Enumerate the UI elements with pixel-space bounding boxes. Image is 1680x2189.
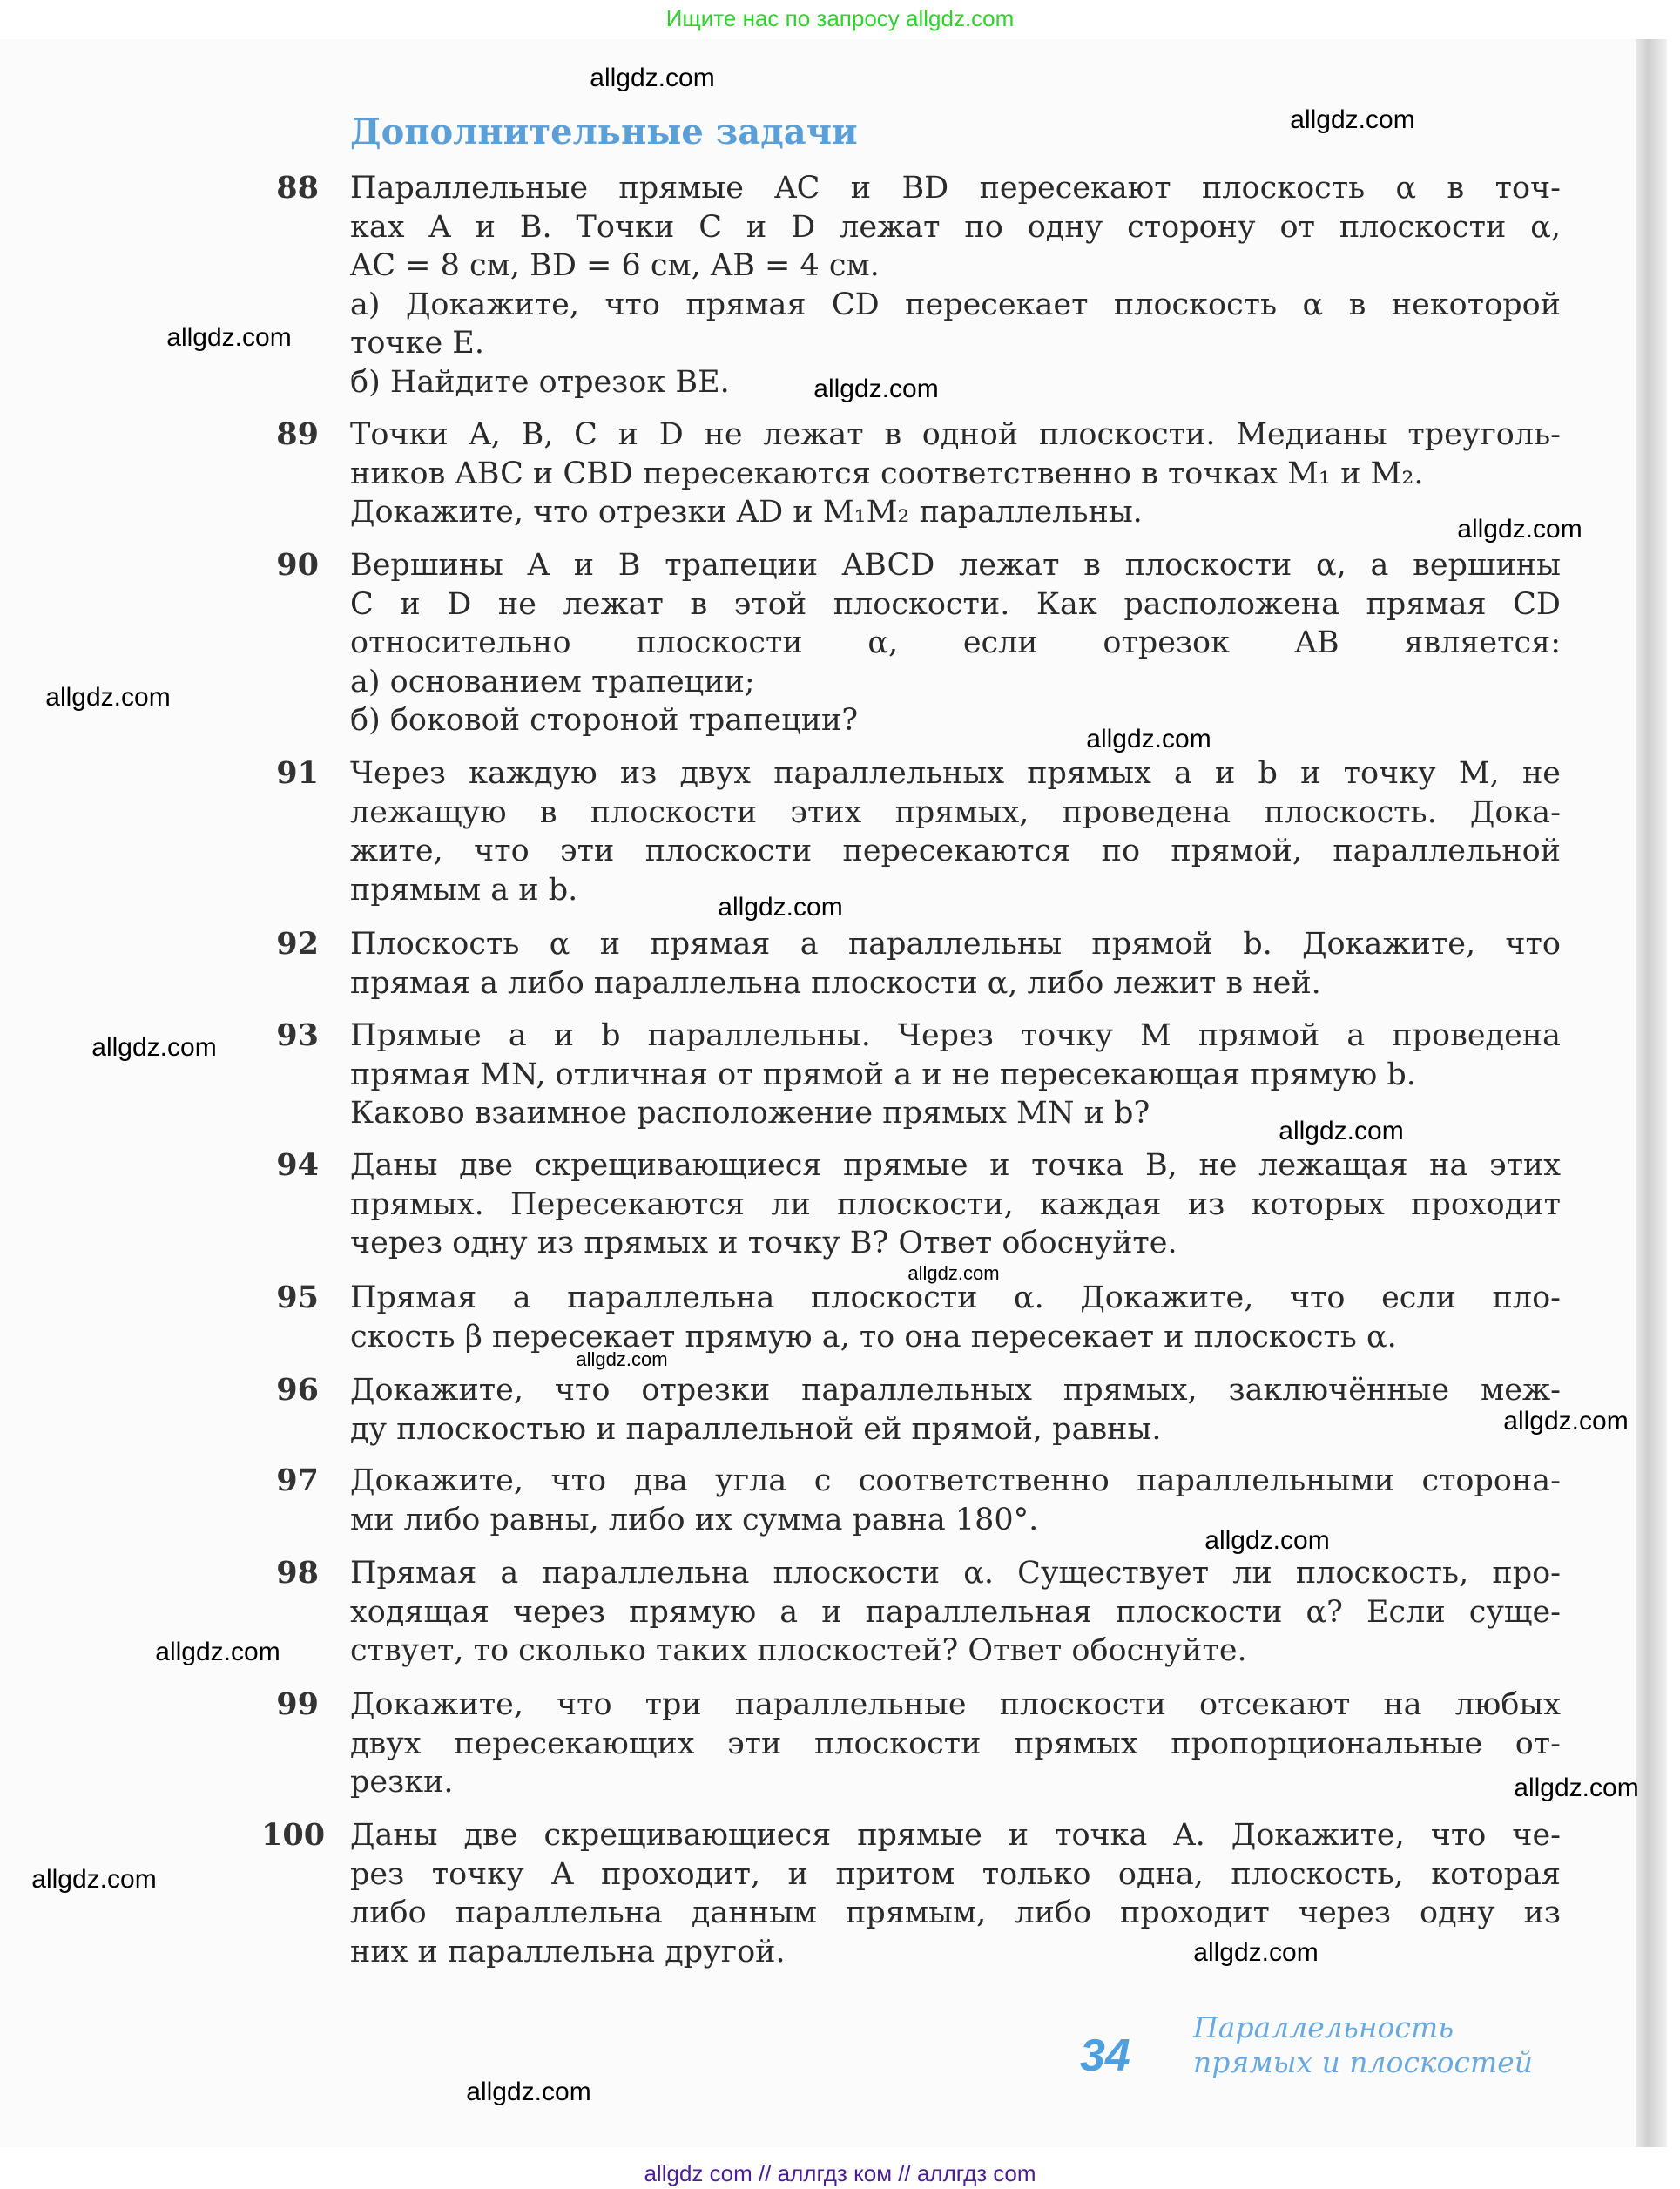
- problem-line: ду плоскостью и параллельной ей прямой, равны.: [350, 1411, 1162, 1447]
- problem-line: Докажите, что отрезки AD и M₁M₂ параллельны.: [350, 495, 1143, 530]
- problem-line: Прямые a и b параллельны. Через точку M прямой a проведена: [350, 1018, 1561, 1053]
- problem-number: 99: [276, 1686, 319, 1722]
- watermark: allgdz.com: [576, 1348, 668, 1370]
- problem-line: Плоскость α и прямая a параллельны прямой b. Докажите, что: [350, 927, 1561, 962]
- problem-number: 93: [276, 1017, 319, 1053]
- problem-line: Докажите, что три параллельные плоскости отсекают на любых: [350, 1687, 1561, 1722]
- problem-line: Через каждую из двух параллельных прямых a и b и точку M, не: [350, 756, 1561, 791]
- watermark: allgdz.com: [1086, 725, 1211, 753]
- watermark: allgdz.com: [1290, 105, 1415, 134]
- watermark: allgdz.com: [1457, 515, 1582, 544]
- problem-line: через одну из прямых и точку B? Ответ обоснуйте.: [350, 1226, 1177, 1261]
- problem-line: Даны две скрещивающиеся прямые и точка A. Докажите, что че-: [350, 1818, 1561, 1853]
- problem-line: ствует, то сколько таких плоскостей? Ответ обоснуйте.: [350, 1633, 1247, 1669]
- problem-text: [350, 169, 1561, 402]
- problem-line: б) Найдите отрезок BE.: [350, 364, 730, 400]
- problem-line: Даны две скрещивающиеся прямые и точка B, не лежащая на этих: [350, 1148, 1561, 1183]
- problem-line: ми либо равны, либо их сумма равна 180°.: [350, 1502, 1039, 1537]
- page-number: 34: [1080, 2030, 1130, 2081]
- chapter-caption-line2: прямых и плоскостей: [1193, 2045, 1534, 2079]
- watermark: allgdz.com: [91, 1033, 217, 1062]
- problem-number: 95: [276, 1280, 319, 1315]
- problem-text: [350, 1686, 1561, 1802]
- watermark: allgdz.com: [155, 1638, 280, 1666]
- problem-line: прямая a либо параллельна плоскости α, либо лежит в ней.: [350, 965, 1321, 1001]
- problem-line: рез точку A проходит, и притом только одна, плоскость, которая: [350, 1856, 1561, 1892]
- problem-number: 98: [276, 1555, 319, 1591]
- problem-line: Прямая a параллельна плоскости α. Существует ли плоскость, про-: [350, 1556, 1561, 1591]
- watermark: allgdz.com: [590, 64, 715, 92]
- watermark: allgdz.com: [907, 1262, 1000, 1284]
- problem-line: AC = 8 см, BD = 6 см, AB = 4 см.: [350, 248, 880, 284]
- problem-line: Докажите, что два угла с соответственно параллельными сторона-: [350, 1463, 1561, 1498]
- problem-number: 88: [276, 170, 319, 206]
- problem-text: [350, 1146, 1561, 1263]
- problem-text: [350, 754, 1561, 909]
- watermark: allgdz.com: [31, 1865, 157, 1894]
- watermark: allgdz.com: [813, 375, 939, 403]
- problem-line: жите, что эти плоскости пересекаются по прямой, параллельной: [350, 834, 1561, 869]
- problem-text: [350, 925, 1561, 1003]
- watermark: allgdz.com: [45, 683, 171, 712]
- problem-line: Параллельные прямые AC и BD пересекают плоскость α в точ-: [350, 171, 1561, 206]
- problem-line: Прямая a параллельна плоскости α. Докажите, что если пло-: [350, 1280, 1561, 1315]
- problem-line: либо параллельна данным прямым, либо проходит через одну из: [350, 1895, 1561, 1931]
- watermark: allgdz.com: [166, 323, 292, 352]
- problem-number: 91: [276, 755, 319, 791]
- problem-line: C и D не лежат в этой плоскости. Как расположена прямая CD: [350, 586, 1561, 622]
- top-banner[interactable]: Ищите нас по запросу allgdz.com: [665, 5, 1015, 31]
- problem-line: прямым a и b.: [350, 872, 578, 908]
- page-edge-shadow: [1636, 39, 1667, 2147]
- problem-number: 100: [261, 1817, 326, 1853]
- problem-line: Вершины A и B трапеции ABCD лежат в плоскости α, а вершины: [350, 548, 1561, 583]
- problem-line: относительно плоскости α, если отрезок AB является:: [350, 625, 1561, 661]
- problem-number: 89: [276, 416, 319, 452]
- problem-line: прямых. Пересекаются ли плоскости, каждая из которых проходит: [350, 1186, 1561, 1222]
- problem-line: а) Докажите, что прямая CD пересекает плоскость α в некоторой: [350, 287, 1561, 322]
- watermark: allgdz.com: [1204, 1526, 1330, 1555]
- problem-line: точке E.: [350, 326, 484, 361]
- problem-line: двух пересекающих эти плоскости прямых пропорциональные от-: [350, 1726, 1561, 1761]
- problem-line: резки.: [350, 1765, 454, 1801]
- watermark: allgdz.com: [1514, 1773, 1639, 1802]
- problem-text: [350, 1816, 1561, 1971]
- problem-number: 92: [276, 926, 319, 962]
- watermark: allgdz.com: [1279, 1117, 1404, 1145]
- problem-line: них и параллельна другой.: [350, 1934, 786, 1969]
- bottom-banner[interactable]: allgdz com // аллгдз ком // аллгдз com: [644, 2160, 1036, 2186]
- watermark: allgdz.com: [1193, 1938, 1319, 1967]
- problem-text: [350, 546, 1561, 740]
- problem-line: Докажите, что отрезки параллельных прямых, заключённые меж-: [350, 1373, 1561, 1408]
- problem-number: 97: [276, 1463, 319, 1498]
- problem-line: ходящая через прямую a и параллельная плоскости α? Если суще-: [350, 1594, 1561, 1630]
- problem-text: [350, 1279, 1561, 1356]
- problem-number: 90: [276, 547, 319, 583]
- chapter-caption: [1193, 2010, 1533, 2080]
- problem-text: [350, 1462, 1561, 1539]
- problem-line: ников ABC и CBD пересекаются соответственно в точках M₁ и M₂.: [350, 456, 1424, 491]
- problem-line: скость β пересекает прямую a, то она пересекает и плоскость α.: [350, 1319, 1397, 1355]
- watermark: allgdz.com: [718, 893, 843, 922]
- section-heading: Дополнительные задачи: [350, 111, 858, 152]
- watermark: allgdz.com: [1503, 1407, 1629, 1436]
- problem-line: а) основанием трапеции;: [350, 664, 755, 699]
- problem-line: Точки A, B, C и D не лежат в одной плоскости. Медианы треуголь-: [350, 417, 1561, 452]
- watermark: allgdz.com: [466, 2078, 591, 2106]
- problem-line: лежащую в плоскости этих прямых, проведена плоскость. Дока-: [350, 794, 1561, 830]
- problem-line: прямая MN, отличная от прямой a и не пересекающая прямую b.: [350, 1057, 1416, 1092]
- problem-line: Каково взаимное расположение прямых MN и b?: [350, 1096, 1150, 1132]
- problem-number: 94: [276, 1147, 319, 1183]
- problem-text: [350, 1554, 1561, 1671]
- chapter-caption-line1: Параллельность: [1193, 2010, 1454, 2044]
- problem-text: [350, 416, 1561, 532]
- problem-text: [350, 1371, 1561, 1449]
- problem-number: 96: [276, 1372, 319, 1408]
- problem-line: б) боковой стороной трапеции?: [350, 703, 859, 739]
- problem-line: ках A и B. Точки C и D лежат по одну сторону от плоскости α,: [350, 209, 1561, 245]
- problem-text: [350, 1017, 1561, 1133]
